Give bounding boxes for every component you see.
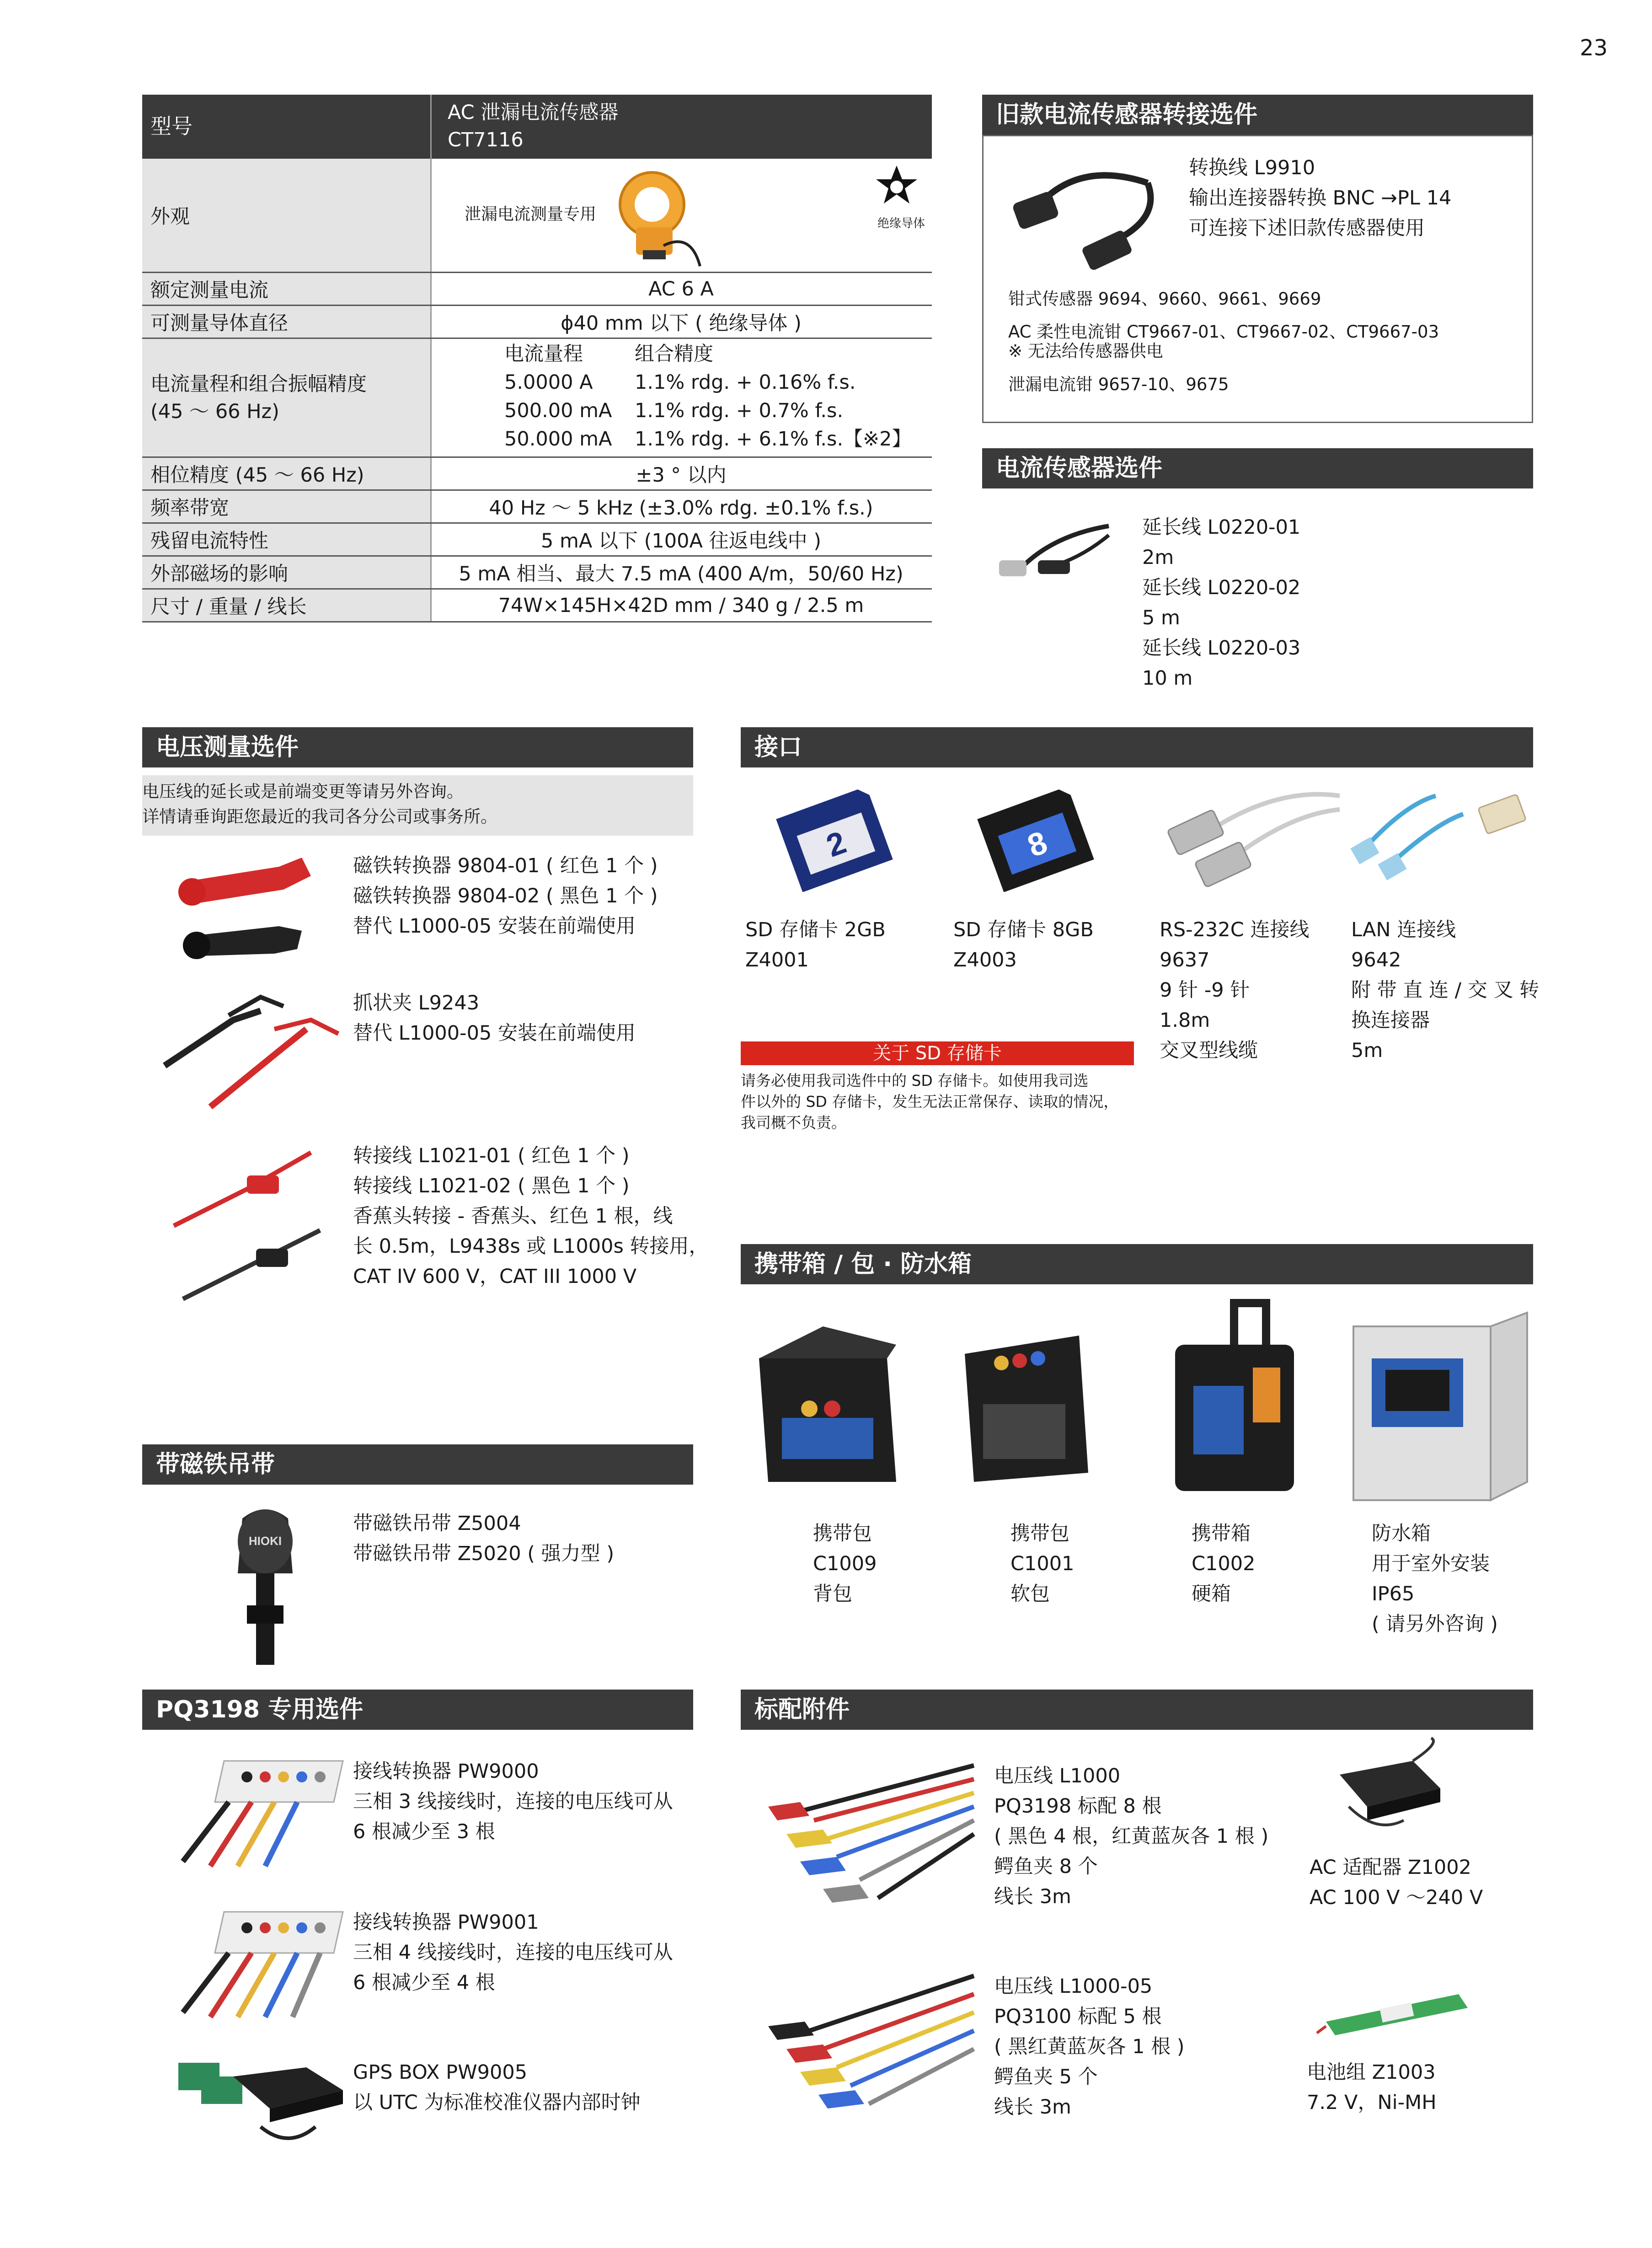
old-sensor-note: ※ 无法给传感器供电 [1008, 341, 1163, 361]
voltage-item-line: 替代 L1000-05 安装在前端使用 [353, 1022, 636, 1045]
standard-line: 电压线 L1000 [994, 1765, 1121, 1787]
voltage-item-line: 长 0.5m，L9438s 或 L1000s 转接用， [353, 1235, 709, 1258]
case-line: 携带包 [813, 1522, 872, 1545]
spec-row-phase [142, 458, 932, 491]
spec-value: 40 Hz ～ 5 kHz (±3.0% rdg. ±0.1% f.s.) [489, 497, 873, 520]
old-sensor-line: 输出连接器转换 BNC →PL 14 [1189, 187, 1452, 209]
sd-notice-line: 件以外的 SD 存储卡，发生无法正常保存、读取的情况， [741, 1093, 1119, 1111]
strap-line: 带磁铁吊带 Z5004 [353, 1512, 521, 1535]
voltage-item-line: 抓状夹 L9243 [353, 992, 480, 1014]
accuracy-col-head: 组合精度 [635, 343, 713, 365]
spec-value: AC 6 A [648, 277, 714, 300]
accuracy-value: 1.1% rdg. + 0.16% f.s. [635, 371, 856, 394]
case-line: 硬箱 [1192, 1583, 1231, 1605]
spec-label: 额定测量电流 [142, 273, 430, 305]
interface-title: 接口 [741, 727, 1533, 767]
pq3198-line: 三相 4 线接线时，连接的电压线可从 [353, 1941, 673, 1964]
spec-label-2: (45 ～ 66 Hz) [150, 400, 279, 423]
spec-row-residual [142, 524, 932, 557]
spec-label: 相位精度 (45 ～ 66 Hz) [142, 458, 430, 489]
insulated-badge-label: 绝缘导体 [877, 217, 925, 231]
case-line: C1001 [1010, 1552, 1075, 1575]
waterproof-box-image [1344, 1308, 1536, 1509]
sd-card-8gb-capacity: 8 [1023, 824, 1052, 864]
spec-row-range-accuracy [142, 339, 932, 458]
pq3198-line: 接线转换器 PW9000 [353, 1760, 539, 1783]
leakage-clamp-image [609, 163, 737, 268]
spec-label: 频率带宽 [142, 491, 430, 522]
case-line: IP65 [1372, 1583, 1415, 1605]
magnetic-strap-image [215, 1500, 315, 1669]
range-value: 500.00 mA [504, 399, 612, 422]
spec-value: 5 mA 相当、最大 7.5 mA (400 A/m，50/60 Hz) [459, 563, 904, 585]
spec-value: 74W×145H×42D mm / 340 g / 2.5 m [498, 594, 864, 617]
old-sensor-note: 钳式传感器 9694、9660、9661、9669 [1008, 289, 1321, 309]
interface-item-line: 5m [1351, 1039, 1383, 1062]
standard-line: AC 100 V ～240 V [1310, 1886, 1483, 1909]
case-line: 软包 [1010, 1583, 1050, 1605]
spec-row-rated-current [142, 273, 932, 306]
interface-item-line: 9 针 -9 针 [1160, 979, 1250, 1002]
spec-row-magnetic [142, 557, 932, 590]
pq3198-line: 以 UTC 为标准校准仪器内部时钟 [353, 2091, 641, 2114]
standard-line: AC 适配器 Z1002 [1310, 1856, 1471, 1879]
case-line: 用于室外安装 [1372, 1552, 1490, 1575]
current-sensor-line: 延长线 L0220-03 [1142, 637, 1301, 660]
spec-label: 外观 [142, 159, 430, 272]
case-line: C1002 [1192, 1552, 1256, 1575]
spec-row-appearance [142, 159, 932, 273]
gps-box-image [169, 2049, 352, 2150]
insulated-conductor-icon [874, 163, 920, 214]
interface-item-line: 交叉型线缆 [1160, 1039, 1258, 1062]
voltage-title: 电压测量选件 [142, 727, 693, 767]
case-line: 防水箱 [1372, 1522, 1431, 1545]
pq3198-line: 接线转换器 PW9001 [353, 1911, 539, 1934]
old-sensor-note: 泄漏电流钳 9657-10、9675 [1008, 375, 1229, 394]
carrying-bag-c1001-image [951, 1308, 1102, 1505]
sd-card-2gb-capacity: 2 [822, 824, 851, 864]
spec-header-label: 型号 [150, 114, 192, 139]
sd-notice-title: 关于 SD 存储卡 [873, 1043, 1002, 1064]
spec-label: 电流量程和组合振幅精度 [150, 373, 367, 396]
voltage-cord-l1000-image [759, 1761, 983, 1926]
spec-header-value-2: CT7116 [448, 129, 524, 151]
interface-item-line: Z4001 [745, 949, 809, 971]
spec-value: ±3 ° 以内 [636, 464, 727, 487]
standard-line: 电池组 Z1003 [1307, 2061, 1436, 2084]
case-line: ( 请另外咨询 ) [1372, 1613, 1498, 1636]
current-sensor-line: 延长线 L0220-01 [1142, 516, 1301, 539]
current-sensor-line: 延长线 L0220-02 [1142, 576, 1301, 599]
old-sensor-line: 转换线 L9910 [1189, 156, 1315, 179]
old-sensor-note: AC 柔性电流钳 CT9667-01、CT9667-02、CT9667-03 [1008, 322, 1439, 342]
case-line: 携带包 [1010, 1522, 1069, 1545]
voltage-cord-l1000-05-image [759, 1967, 983, 2131]
hioki-logo: HIOKI [248, 1534, 282, 1548]
range-value: 50.000 mA [504, 428, 612, 451]
interface-item-line: RS-232C 连接线 [1160, 918, 1310, 941]
battery-pack-image [1312, 1976, 1477, 2049]
current-sensor-title: 电流传感器选件 [982, 448, 1533, 488]
wiring-adapter-pw9001-image [174, 1903, 348, 2022]
strap-line: 带磁铁吊带 Z5020 ( 强力型 ) [353, 1542, 615, 1565]
pq3198-line: 三相 3 线接线时，连接的电压线可从 [353, 1790, 673, 1813]
pq3198-line: 6 根减少至 3 根 [353, 1820, 495, 1843]
accuracy-value: 1.1% rdg. + 6.1% f.s.【※2】 [635, 428, 912, 451]
standard-line: 鳄鱼夹 5 个 [994, 2066, 1098, 2088]
spec-value: 5 mA 以下 (100A 往返电线中 ) [540, 530, 822, 553]
interface-item-line: 9637 [1160, 949, 1210, 971]
standard-title: 标配附件 [741, 1690, 1533, 1730]
strap-title: 带磁铁吊带 [142, 1444, 693, 1485]
accuracy-value: 1.1% rdg. + 0.7% f.s. [635, 399, 844, 422]
sd-card-2gb-image [768, 787, 901, 892]
case-line: C1009 [813, 1552, 877, 1575]
grabber-clip-image [155, 979, 348, 1116]
standard-line: PQ3100 标配 5 根 [994, 2005, 1162, 2028]
interface-item-line: 1.8m [1160, 1009, 1210, 1032]
rs232c-cable-image [1161, 787, 1344, 887]
standard-line: ( 黑红黄蓝灰各 1 根 ) [994, 2035, 1185, 2058]
extension-cable-image [994, 517, 1113, 590]
lan-cable-image [1344, 787, 1536, 887]
pq3198-title: PQ3198 专用选件 [142, 1690, 693, 1730]
range-value: 5.0000 A [504, 371, 593, 394]
voltage-item-line: 替代 L1000-05 安装在前端使用 [353, 915, 636, 938]
spec-label: 外部磁场的影响 [142, 557, 430, 588]
spec-label: 残留电流特性 [142, 524, 430, 555]
case-line: 携带箱 [1192, 1522, 1251, 1545]
hard-case-c1002-image [1157, 1294, 1308, 1505]
ac-adapter-image [1321, 1733, 1459, 1839]
interface-item-line: LAN 连接线 [1351, 918, 1456, 941]
current-sensor-line: 5 m [1142, 606, 1180, 629]
spec-header [142, 95, 932, 159]
voltage-note: 详情请垂询距您最近的我司各分公司或事务所。 [142, 807, 497, 826]
interface-item-line: SD 存储卡 2GB [745, 918, 886, 941]
spec-appearance-caption: 泄漏电流测量专用 [465, 205, 597, 224]
spec-row-diameter [142, 306, 932, 339]
voltage-item-line: 转接线 L1021-02 ( 黑色 1 个 ) [353, 1175, 630, 1197]
voltage-item-line: 磁铁转换器 9804-01 ( 红色 1 个 ) [353, 854, 658, 877]
adapter-lead-image [165, 1134, 348, 1317]
interface-item-line: Z4003 [953, 949, 1017, 971]
standard-line: 电压线 L1000-05 [994, 1975, 1153, 1998]
standard-line: 7.2 V，Ni-MH [1307, 2091, 1437, 2114]
pq3198-line: GPS BOX PW9005 [353, 2061, 528, 2084]
standard-line: 线长 3m [994, 1885, 1071, 1908]
sd-notice-line: 请务必使用我司选件中的 SD 存储卡。如使用我司选 [741, 1072, 1089, 1089]
pq3198-line: 6 根减少至 4 根 [353, 1971, 495, 1994]
old-sensor-line: 可连接下述旧款传感器使用 [1189, 217, 1425, 240]
standard-line: 鳄鱼夹 8 个 [994, 1855, 1098, 1878]
voltage-item-line: 磁铁转换器 9804-02 ( 黑色 1 个 ) [353, 885, 658, 907]
carrying-bag-c1009-image [750, 1308, 905, 1505]
voltage-item-line: 香蕉头转接 - 香蕉头、红色 1 根，线 [353, 1205, 673, 1228]
voltage-item-line: CAT IV 600 V，CAT III 1000 V [353, 1265, 637, 1288]
spec-header-value-1: AC 泄漏电流传感器 [448, 101, 619, 124]
old-sensor-title: 旧款电流传感器转接选件 [982, 95, 1533, 135]
interface-item-line: 附 带 直 连 / 交 叉 转 [1351, 979, 1540, 1002]
current-sensor-line: 10 m [1142, 667, 1193, 690]
conversion-cable-image [1010, 151, 1166, 270]
sd-card-8gb-image [969, 787, 1102, 892]
case-line: 背包 [813, 1583, 852, 1605]
magnet-adapter-image [165, 848, 329, 976]
sd-notice-line: 我司概不负责。 [741, 1114, 846, 1132]
standard-line: ( 黑色 4 根，红黄蓝灰各 1 根 ) [994, 1825, 1269, 1848]
standard-line: 线长 3m [994, 2096, 1071, 2119]
interface-item-line: SD 存储卡 8GB [953, 918, 1094, 941]
page-number: 23 [1580, 35, 1608, 61]
voltage-note: 电压线的延长或是前端变更等请另外咨询。 [142, 782, 464, 801]
spec-label: 可测量导体直径 [142, 306, 430, 338]
spec-label: 尺寸 / 重量 / 线长 [142, 590, 430, 621]
standard-line: PQ3198 标配 8 根 [994, 1795, 1162, 1818]
wiring-adapter-pw9000-image [174, 1752, 348, 1871]
spec-value: ϕ40 mm 以下 ( 绝缘导体 ) [561, 312, 802, 335]
cases-title: 携带箱 / 包 · 防水箱 [741, 1244, 1533, 1284]
interface-item-line: 9642 [1351, 949, 1401, 971]
range-col-head: 电流量程 [504, 343, 583, 365]
interface-item-line: 换连接器 [1351, 1009, 1430, 1032]
spec-row-size [142, 590, 932, 622]
spec-row-bandwidth [142, 491, 932, 524]
voltage-item-line: 转接线 L1021-01 ( 红色 1 个 ) [353, 1144, 630, 1167]
current-sensor-line: 2m [1142, 546, 1174, 569]
